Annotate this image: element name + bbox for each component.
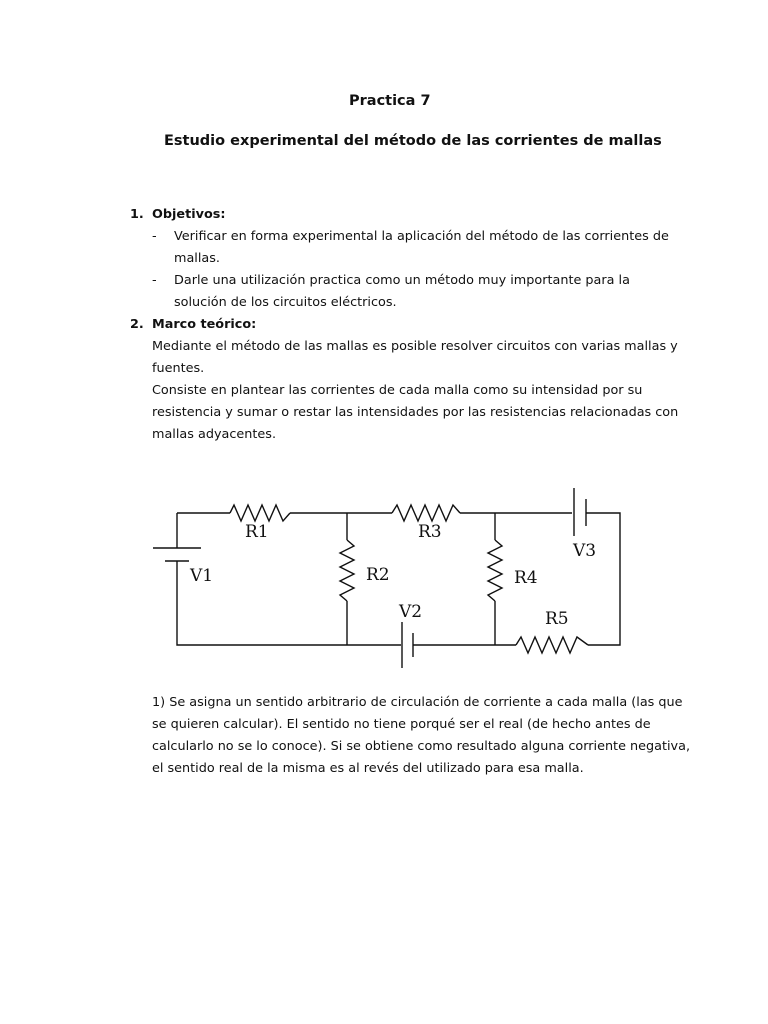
section-1-heading: Objetivos: [152,207,226,222]
page-title: Practica 7 [349,93,431,109]
paragraph-2-line-3: mallas adyacentes. [152,427,277,442]
bullet-marker: - [152,229,157,244]
label-r2: R2 [366,565,390,585]
label-r5: R5 [545,609,569,629]
resistor-r5-symbol [516,637,588,653]
section-2-number: 2. [130,317,144,332]
bullet-marker: - [152,273,157,288]
paragraph-1-line-2: fuentes. [152,361,205,376]
page-subtitle: Estudio experimental del método de las corrientes de mallas [164,133,662,149]
label-v2: V2 [399,602,423,622]
section-2-heading: Marco teórico: [152,317,257,332]
section-1-number: 1. [130,207,144,222]
step-1-line-1: 1) Se asigna un sentido arbitrario de circulación de corriente a cada malla (las que [152,695,683,710]
paragraph-2-line-1: Consiste en plantear las corrientes de cada malla como su intensidad por su [152,383,643,398]
paragraph-1-line-1: Mediante el método de las mallas es posible resolver circuitos con varias mallas y [152,339,678,354]
bullet-2-line-2: solución de los circuitos eléctricos. [174,295,397,310]
bullet-2-line-1: Darle una utilización practica como un método muy importante para la [174,273,630,288]
label-v1: V1 [190,566,214,586]
label-r4: R4 [514,568,538,588]
label-r1: R1 [245,522,269,542]
resistor-r1-symbol [230,505,290,521]
label-r3: R3 [418,522,442,542]
paragraph-2-line-2: resistencia y sumar o restar las intensidades por las resistencias relacionadas con [152,405,679,420]
top-wire-far-right [586,513,620,645]
bullet-1-line-2: mallas. [174,251,220,266]
step-1-line-3: calcularlo no se lo conoce). Si se obtiene como resultado alguna corriente negativa, [152,739,691,754]
label-v3: V3 [573,541,597,561]
resistor-r4-symbol [488,540,502,601]
resistor-r2-symbol [340,540,354,601]
step-1-line-4: el sentido real de la misma es al revés del utilizado para esa malla. [152,761,584,776]
step-1-line-2: se quieren calcular). El sentido no tiene porqué ser el real (de hecho antes de [152,717,651,732]
bullet-1-line-1: Verificar en forma experimental la aplicación del método de las corrientes de [174,229,669,244]
resistor-r3-symbol [392,505,460,521]
